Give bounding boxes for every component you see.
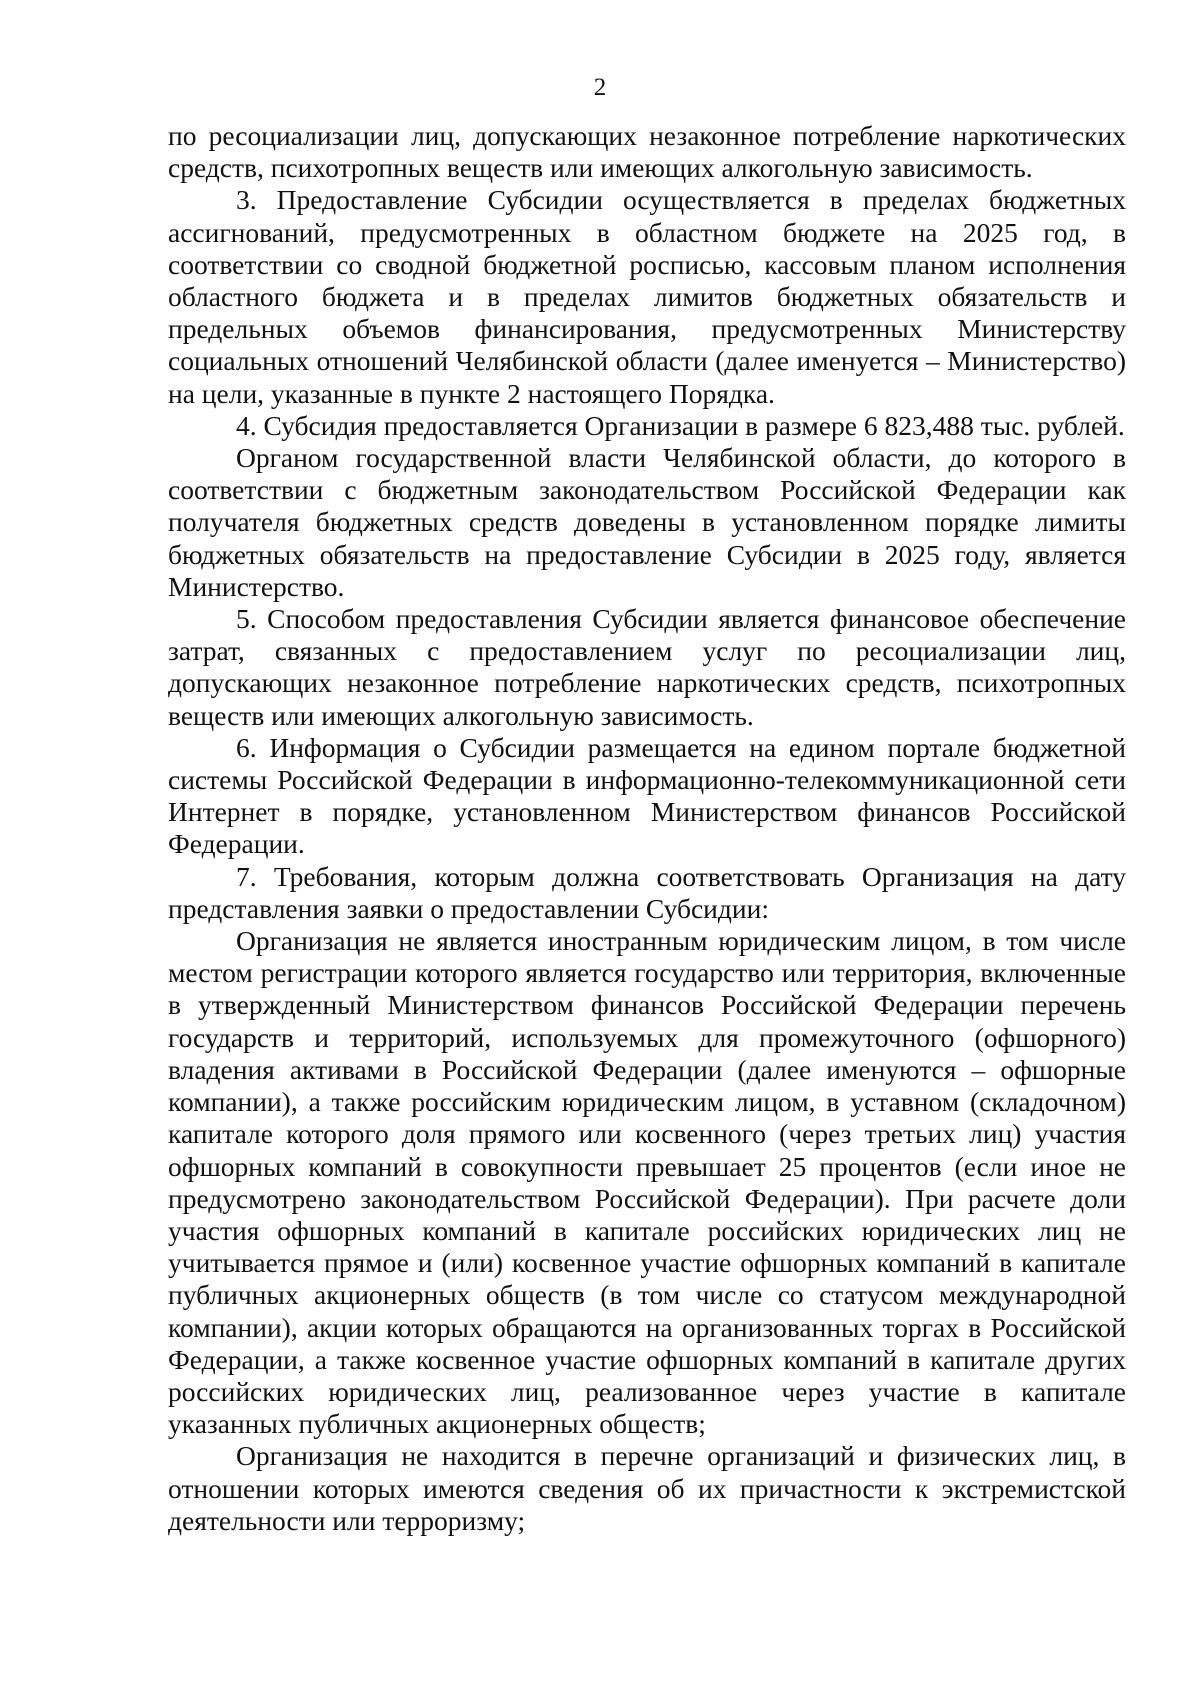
paragraph-item-6: 6. Информация о Субсидии размещается на едином портале бюджетной системы Российской Федерации в информационно-телекоммуникационной сети Интернет в порядке, установленном Министерством финансов Российской Федерации. [168,731,1126,860]
document-body [168,120,1126,1537]
paragraph-extremism-requirement: Организация не находится в перечне организаций и физических лиц, в отношении которых имеются сведения об их причастности к экстремистской деятельности или терроризму; [168,1440,1126,1536]
paragraph-item-4: 4. Субсидия предоставляется Организации в размере 6 823,488 тыс. рублей. [236,409,1125,441]
paragraph-item-5: 5. Способом предоставления Субсидии является финансовое обеспечение затрат, связанных с предоставлением услуг по ресоциализации лиц, допускающих незаконное потребление наркотических средств, психотропных веществ или имеющих алкогольную зависимость. [168,603,1126,731]
paragraph-offshore-requirement: Организация не является иностранным юридическим лицом, в том числе местом регистрации которого является государство или территория, включенные в утвержденный Министерством финансов Российской Федерации перечень государств и территорий, используемых для промежуточного (офшорного) владения активами в Российской Федерации (далее именуются – офшорные компании), а также российским юридическим лицом, в уставном (складочном) капитале которого доля прямого или косвенного (через третьих лиц) участия офшорных компаний в совокупности превышает 25 процентов (если иное не предусмотрено законодательством Российской Федерации). При расчете доли участия офшорных компаний в капитале российских юридических лиц не учитывается прямое и (или) косвенное участие офшорных компаний в капитале публичных акционерных обществ (в том числе со статусом международной компании), акции которых обращаются на организованных торгах в Российской Федерации, а также косвенное участие офшорных компаний в капитале других российских юридических лиц, реализованное через участие в капитале указанных публичных акционерных обществ; [168,925,1126,1440]
paragraph-continuation: по ресоциализации лиц, допускающих незаконное потребление наркотических средств, психотропных веществ или имеющих алкогольную зависимость. [168,120,1126,184]
paragraph-authority: Органом государственной власти Челябинской области, до которого в соответствии с бюджетным законодательством Российской Федерации как получателя бюджетных средств доведены в установленном порядке лимиты бюджетных обязательств на предоставление Субсидии в 2025 году, является Министерство. [168,442,1126,602]
paragraph-item-3: 3. Предоставление Субсидии осуществляется в пределах бюджетных ассигнований, предусмотренных в областном бюджете на 2025 год, в соответствии со сводной бюджетной росписью, кассовым планом исполнения областного бюджета и в пределах лимитов бюджетных обязательств и предельных объемов финансирования, предусмотренных Министерству социальных отношений Челябинской области (далее именуется – Министерство) на цели, указанные в пункте 2 настоящего Порядка. [168,184,1126,409]
page-number: 2 [593,74,607,101]
paragraph-item-7: 7. Требования, которым должна соответствовать Организация на дату представления заявки о предоставлении Субсидии: [168,860,1126,924]
